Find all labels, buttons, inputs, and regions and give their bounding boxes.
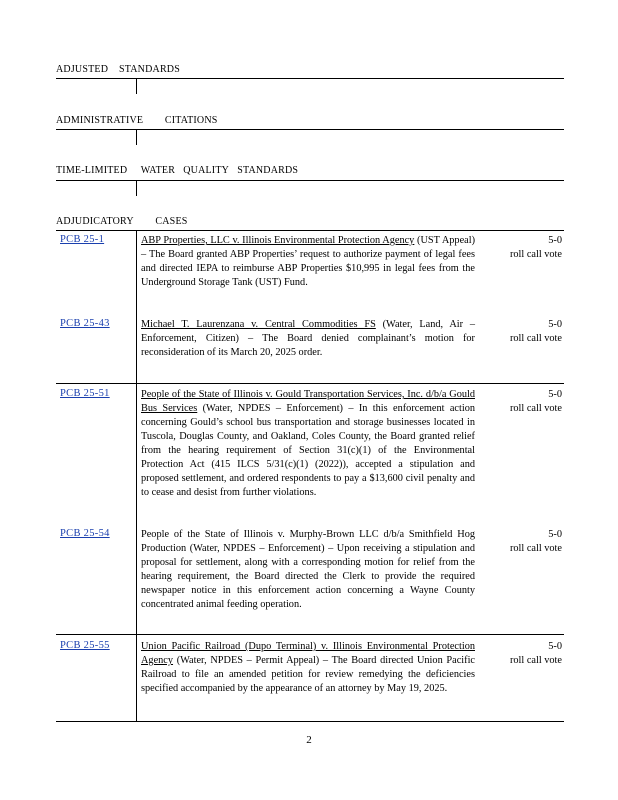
case-number-link[interactable]: PCB 25-43 — [60, 318, 110, 329]
page-number: 2 — [306, 734, 312, 746]
case-text: (Water, NPDES – Permit Appeal) – The Board directed Union Pacific Railroad to file an amended petition for review remedying the deficiencies specified accompanied by the appearance of an attorney by May 19, 2025. — [141, 655, 475, 694]
case-number-link[interactable]: PCB 25-55 — [60, 640, 110, 651]
heading-word: WATER — [140, 165, 176, 176]
case-vote — [482, 528, 562, 556]
case-vote — [482, 640, 562, 668]
vote-count: 5-0 — [548, 319, 562, 330]
case-row-divider — [56, 634, 564, 635]
column-divider-stub — [136, 130, 137, 145]
section-rule — [56, 180, 564, 181]
heading-word: ADJUSTED — [56, 64, 109, 75]
case-text: (UST Appeal) – The Board granted ABP Properties’ request to authorize payment of legal fees and directed IEPA to reimburse ABP Properties $10,995 in legal fees from the Underground Storage Tank (UST) Fund. — [141, 235, 475, 288]
vote-type: roll call vote — [509, 543, 562, 554]
case-description — [141, 388, 475, 500]
case-description — [141, 318, 475, 360]
heading-word: CASES — [155, 216, 188, 227]
vote-count: 5-0 — [548, 389, 562, 400]
case-title: Union Pacific Railroad (Dupo Terminal) v. Illinois Environmental Protection Agency — [141, 641, 475, 666]
case-table-column-divider — [136, 231, 137, 721]
heading-word: TIME-LIMITED — [56, 165, 128, 176]
case-vote — [482, 388, 562, 416]
column-divider-stub — [136, 79, 137, 94]
vote-count: 5-0 — [548, 235, 562, 246]
heading-word: CITATIONS — [164, 115, 218, 126]
heading-word: QUALITY — [183, 165, 230, 176]
vote-type: roll call vote — [509, 655, 562, 666]
case-title: People of the State of Illinois v. Murphy-Brown LLC d/b/a Smithfield Hog Production — [141, 529, 475, 554]
section-heading-adjusted-standards — [56, 64, 180, 75]
case-title: Michael T. Laurenzana v. Central Commodities FS — [141, 319, 376, 330]
case-text: (Water, NPDES – Enforcement) – In this enforcement action concerning Gould’s school bus transportation and storage businesses located in Tuscola, Douglas County, and Oakland, Coles County, the Board granted relief from the hearing requirement of Section 31(c)(1) of the Environmental Protection Act (415 ILCS 5/31(c)(1) (2022)), accepted a stipulation and proposed settlement, and ordered respondents to pay a $13,600 civil penalty and to cease and desist from further violations. — [141, 403, 475, 498]
section-rule — [56, 78, 564, 79]
case-description — [141, 528, 475, 612]
vote-count: 5-0 — [548, 529, 562, 540]
section-heading-time-limited-water-quality-standards — [56, 165, 298, 176]
case-description — [141, 640, 475, 696]
section-heading-administrative-citations — [56, 115, 218, 126]
case-title: ABP Properties, LLC v. Illinois Environmental Protection Agency — [141, 235, 415, 246]
vote-type: roll call vote — [509, 249, 562, 260]
vote-count: 5-0 — [548, 641, 562, 652]
section-heading-adjudicatory-cases — [56, 216, 188, 227]
heading-word: STANDARDS — [237, 165, 299, 176]
case-table-bottom-rule — [56, 721, 564, 722]
heading-word: STANDARDS — [118, 64, 180, 75]
case-description — [141, 234, 475, 290]
case-text: (Water, NPDES – Enforcement) – Upon receiving a stipulation and proposal for settlement, along with a corresponding motion for relief from the hearing requirement, the Board directed the Clerk to provide the required newspaper notice in this enforcement action concerning a Wayne County concentrated animal feeding operation. — [141, 543, 475, 610]
heading-word: ADMINISTRATIVE — [56, 115, 144, 126]
heading-word: ADJUDICATORY — [56, 216, 134, 227]
case-title: People of the State of Illinois v. Gould Transportation Services, Inc. d/b/a Gould Bus Services — [141, 389, 475, 414]
section-rule — [56, 129, 564, 130]
vote-type: roll call vote — [509, 403, 562, 414]
case-vote — [482, 318, 562, 346]
vote-type: roll call vote — [509, 333, 562, 344]
column-divider-stub — [136, 181, 137, 196]
case-text: (Water, Land, Air – Enforcement, Citizen) – The Board denied complainant’s motion for reconsideration of its March 20, 2025 order. — [141, 319, 475, 358]
case-number-link[interactable]: PCB 25-54 — [60, 528, 110, 539]
case-row-divider — [56, 383, 564, 384]
case-number-link[interactable]: PCB 25-51 — [60, 388, 110, 399]
section-rule — [56, 230, 564, 231]
case-number-link[interactable]: PCB 25-1 — [60, 234, 105, 245]
case-vote — [482, 234, 562, 262]
